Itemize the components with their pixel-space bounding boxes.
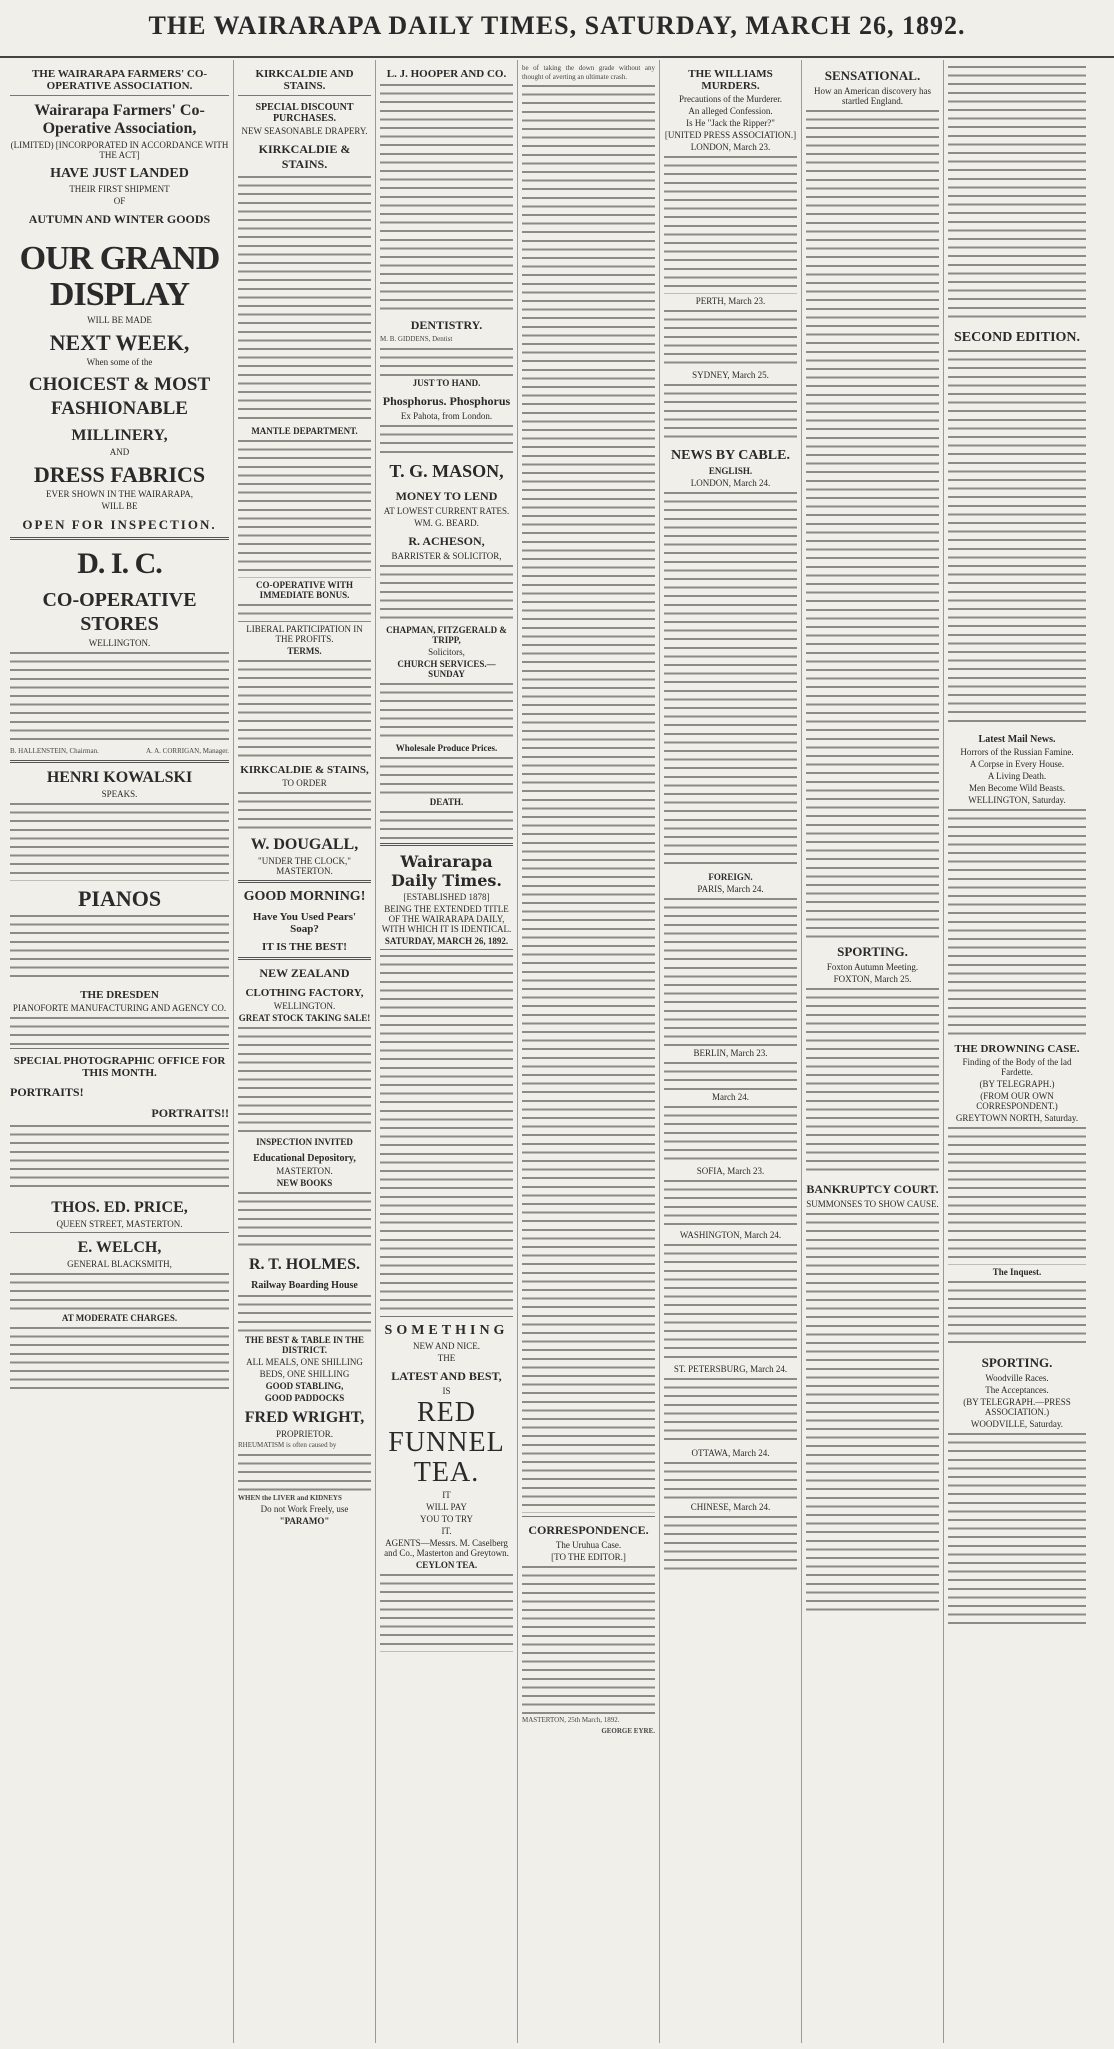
ceylon: CEYLON TEA. xyxy=(415,1559,478,1570)
sofia-body xyxy=(664,1178,797,1228)
will-be-2: WILL BE xyxy=(101,501,138,511)
bankruptcy-body xyxy=(806,1211,939,1611)
coop-table xyxy=(238,602,371,622)
books-body xyxy=(238,1190,371,1250)
editorial-body xyxy=(380,953,513,1313)
clothing-wellington: WELLINGTON. xyxy=(273,1001,336,1011)
great-stock: GREAT STOCK TAKING SALE! xyxy=(238,1013,371,1023)
dic-body xyxy=(10,650,229,745)
clothing-body xyxy=(238,1025,371,1135)
woodville: Woodville Races. xyxy=(985,1373,1049,1383)
rheum-body xyxy=(238,1452,371,1492)
inquest-body xyxy=(948,1279,1086,1349)
dougall-sub: "UNDER THE CLOCK," MASTERTON. xyxy=(258,856,351,876)
welch-heading: E. WELCH, xyxy=(77,1238,162,1256)
kowalski-heading: HENRI KOWALSKI xyxy=(46,768,193,786)
wellington-sat: WELLINGTON, Saturday. xyxy=(968,795,1066,805)
pianos-body xyxy=(10,913,229,983)
news-by-cable: NEWS BY CABLE. xyxy=(671,448,790,463)
wholesale-body xyxy=(380,755,513,795)
corres-signed: MASTERTON, 25th March, 1892. xyxy=(522,1716,620,1725)
second-edition: SECOND EDITION. xyxy=(953,330,1081,345)
price-heading: THOS. ED. PRICE, xyxy=(51,1198,188,1216)
washington: WASHINGTON, March 24. xyxy=(679,1230,782,1240)
death: DEATH. xyxy=(429,796,464,807)
best-table: THE BEST & TABLE IN THE DISTRICT. xyxy=(244,1335,365,1355)
railway: Railway Boarding House xyxy=(251,1280,358,1291)
sydney-body xyxy=(664,382,797,442)
new-nice: NEW AND NICE. xyxy=(412,1340,481,1351)
it-2: IT. xyxy=(441,1525,452,1536)
london-23: LONDON, March 23. xyxy=(690,142,771,152)
k-body xyxy=(238,174,371,424)
uruhua: The Uruhua Case. xyxy=(555,1540,622,1551)
to-order: TO ORDER xyxy=(282,778,327,788)
dresden-sub: PIANOFORTE MANUFACTURING AND AGENCY CO. xyxy=(12,1002,227,1013)
assoc-heading: THE WAIRARAPA FARMERS' CO-OPERATIVE ASSOCIATION. xyxy=(31,68,208,92)
assoc-name: Wairarapa Farmers' Co-Operative Association, xyxy=(34,102,205,137)
column-2 xyxy=(234,60,376,2043)
chapman: CHAPMAN, FITZGERALD & TRIPP, xyxy=(386,624,507,645)
special-photo: SPECIAL PHOTOGRAPHIC OFFICE FOR THIS MONTH. xyxy=(13,1054,226,1079)
williams: THE WILLIAMS MURDERS. xyxy=(688,68,773,92)
own-corr: (FROM OUR OWN CORRESPONDENT.) xyxy=(976,1091,1058,1111)
column-7 xyxy=(944,60,1090,2043)
just-landed: HAVE JUST LANDED xyxy=(50,166,189,181)
precautions: Precautions of the Murderer. xyxy=(679,94,782,104)
acceptances: The Acceptances. xyxy=(985,1385,1049,1395)
of-label: OF xyxy=(113,196,126,206)
latest-mail: Latest Mail News. xyxy=(978,734,1056,745)
will-pay: WILL PAY xyxy=(426,1501,467,1512)
col7-top-body xyxy=(948,64,1086,324)
dougall: W. DOUGALL, xyxy=(250,836,359,853)
portraits-1: PORTRAITS! xyxy=(10,1084,84,1099)
summonses: SUMMONSES TO SHOW CAUSE. xyxy=(806,1199,939,1209)
terms: TERMS. xyxy=(287,646,322,656)
money-lend: MONEY TO LEND xyxy=(395,488,498,503)
sofia: SOFIA, March 23. xyxy=(696,1166,765,1176)
portraits-2: PORTRAITS!! xyxy=(151,1105,229,1120)
sporting-7: SPORTING. xyxy=(981,1355,1053,1370)
kowalski-body xyxy=(10,801,229,881)
phosphorus: Phosphorus. Phosphorus xyxy=(382,393,511,408)
chinese-body xyxy=(664,1514,797,1574)
petersburg-body xyxy=(664,1376,797,1446)
will-be: WILL BE MADE xyxy=(87,315,152,325)
living-death: A Living Death. xyxy=(987,771,1047,781)
just-to-hand: JUST TO HAND. xyxy=(412,377,481,388)
open-inspection: OPEN FOR INSPECTION. xyxy=(22,517,217,532)
church: CHURCH SERVICES.—SUNDAY xyxy=(397,658,496,679)
phosphorus-sub: Ex Pahota, from London. xyxy=(400,410,493,421)
paddocks: GOOD PADDOCKS xyxy=(264,1393,345,1403)
wholesale: Wholesale Produce Prices. xyxy=(395,742,498,753)
giddens-body xyxy=(380,346,513,376)
phos-body xyxy=(380,423,513,453)
sensational-body xyxy=(806,108,939,938)
latest: LATEST AND BEST, xyxy=(391,1368,502,1383)
correspondence: CORRESPONDENCE. xyxy=(528,1523,649,1538)
lowest-rates: AT LOWEST CURRENT RATES. xyxy=(383,505,510,516)
coop-stores: CO-OPERATIVE STORES xyxy=(42,589,197,635)
washington-body xyxy=(664,1242,797,1362)
liberal: LIBERAL PARTICIPATION IN THE PROFITS. xyxy=(246,624,363,644)
rheum: RHEUMATISM is often caused by xyxy=(238,1441,337,1449)
hooper-body xyxy=(380,82,513,312)
dic-signers: B. HALLENSTEIN, Chairman. A. A. CORRIGAN, Manager. xyxy=(10,747,229,755)
inspection: INSPECTION INVITED xyxy=(256,1137,353,1147)
column-1 xyxy=(6,60,234,2043)
sporting-6: SPORTING. xyxy=(837,944,908,959)
kowalski-speaks: SPEAKS. xyxy=(101,788,138,799)
dic-wellington: WELLINGTON. xyxy=(88,638,151,648)
chinese: CHINESE, March 24. xyxy=(690,1502,771,1512)
do-not: Do not Work Freely, use xyxy=(260,1504,349,1515)
assoc-limited: (LIMITED) [INCORPORATED IN ACCORDANCE WITH THE ACT] xyxy=(10,140,229,160)
london-24: LONDON, March 24. xyxy=(690,478,771,488)
pianos-heading: PIANOS xyxy=(77,885,162,911)
best: IT IS THE BEST! xyxy=(262,941,347,953)
wright: FRED WRIGHT, xyxy=(244,1409,365,1426)
hooper: L. J. HOOPER AND CO. xyxy=(386,68,507,80)
acheson-body xyxy=(380,563,513,623)
paris: PARIS, March 24. xyxy=(697,884,764,894)
terms-body xyxy=(238,658,371,758)
dougall-body xyxy=(238,790,371,830)
nz-heading: NEW ZEALAND xyxy=(259,966,350,980)
paris-body xyxy=(664,896,797,1046)
good-morning: GOOD MORNING! xyxy=(243,889,366,904)
when-some: When some of the xyxy=(86,357,153,367)
perth-body xyxy=(664,308,797,368)
new-seasonable: NEW SEASONABLE DRAPERY. xyxy=(241,126,368,136)
railway-body xyxy=(238,1293,371,1333)
mantle-dept: MANTLE DEPARTMENT. xyxy=(251,426,358,436)
woodville-body xyxy=(948,1431,1086,1631)
is-label: IS xyxy=(442,1385,451,1396)
dresden-body xyxy=(10,1015,229,1045)
when-liver: WHEN the LIVER and KIDNEYS xyxy=(238,1493,342,1502)
you-try: YOU TO TRY xyxy=(419,1513,473,1524)
grand-display: OUR GRAND DISPLAY xyxy=(19,240,220,313)
welch-charges: AT MODERATE CHARGES. xyxy=(61,1312,178,1323)
giddens: M. B. GIDDENS, Dentist xyxy=(380,335,453,343)
english: ENGLISH. xyxy=(708,466,753,476)
coop-bonus: CO-OPERATIVE WITH IMMEDIATE BONUS. xyxy=(256,580,353,600)
inquest: The Inquest. xyxy=(992,1267,1042,1277)
col4-body xyxy=(522,83,655,1513)
ever-shown: EVER SHOWN IN THE WAIRARAPA, xyxy=(45,489,194,499)
column-4 xyxy=(518,60,660,2043)
foxton-body xyxy=(806,986,939,1176)
foreign: FOREIGN. xyxy=(708,872,753,882)
goods: AUTUMN AND WINTER GOODS xyxy=(28,212,211,226)
perth: PERTH, March 23. xyxy=(695,296,766,306)
paramo: "PARAMO" xyxy=(279,1516,330,1527)
corpse: A Corpse in Every House. xyxy=(969,759,1065,769)
date: SATURDAY, MARCH 26, 1892. xyxy=(384,935,509,946)
mantle-body xyxy=(238,438,371,578)
sydney: SYDNEY, March 25. xyxy=(692,370,769,380)
special-discount: SPECIAL DISCOUNT PURCHASES. xyxy=(255,102,354,124)
williams-body xyxy=(664,154,797,294)
berlin-body xyxy=(664,1060,797,1090)
drowning: THE DROWNING CASE. xyxy=(954,1043,1080,1055)
education: Educational Depository, xyxy=(253,1153,356,1164)
have-you: Have You Used Pears' Soap? xyxy=(252,911,357,935)
dentistry: DENTISTRY. xyxy=(410,318,483,332)
meals: ALL MEALS, ONE SHILLING xyxy=(246,1357,363,1367)
alleged: An alleged Confession. xyxy=(688,106,773,116)
berlin: BERLIN, March 23. xyxy=(693,1048,768,1058)
foxton: Foxton Autumn Meeting. xyxy=(826,962,919,972)
corres-signer: GEORGE EYRE. xyxy=(601,1726,655,1735)
next-week: NEXT WEEK, xyxy=(49,330,190,355)
by-press: (BY TELEGRAPH.—PRESS ASSOCIATION.) xyxy=(963,1397,1071,1417)
drowning-body xyxy=(948,1125,1086,1265)
church-body xyxy=(380,681,513,741)
bankruptcy: BANKRUPTCY COURT. xyxy=(806,1182,939,1196)
column-3 xyxy=(376,60,518,2043)
columns xyxy=(6,60,1108,2043)
acheson: R. ACHESON, xyxy=(408,533,485,548)
to-editor: [TO THE EDITOR.] xyxy=(551,1552,626,1563)
ottawa: OTTAWA, March 24. xyxy=(691,1448,770,1458)
welch-body xyxy=(10,1271,229,1311)
k-stains-2: KIRKCALDIE & STAINS, xyxy=(240,764,369,776)
holmes: R. T. HOLMES. xyxy=(249,1256,360,1273)
k-stains: KIRKCALDIE & STAINS. xyxy=(258,142,351,171)
english-body xyxy=(664,490,797,870)
second-edition-body xyxy=(948,348,1086,728)
march24-body xyxy=(664,1104,797,1164)
ottawa-body xyxy=(664,1460,797,1500)
march-24: March 24. xyxy=(712,1092,749,1102)
and-label: AND xyxy=(109,447,130,457)
barrister: BARRISTER & SOLICITOR, xyxy=(391,550,502,561)
col4-lead: be of taking the down grade without any thought of averting an ultimate crash. xyxy=(522,64,655,81)
how-american: How an American discovery has startled England. xyxy=(814,86,931,106)
something: SOMETHING xyxy=(384,1322,509,1338)
newbooks: NEW BOOKS xyxy=(276,1178,333,1188)
men-beasts: Men Become Wild Beasts. xyxy=(969,783,1065,793)
established: [ESTABLISHED 1878] xyxy=(403,891,490,902)
by-telegraph: (BY TELEGRAPH.) xyxy=(979,1079,1055,1089)
clothing: CLOTHING FACTORY, xyxy=(245,987,364,999)
newspaper-title: THE WAIRARAPA DAILY TIMES, SATURDAY, MARCH 26, 1892. xyxy=(148,11,966,40)
greytown: GREYTOWN NORTH, Saturday. xyxy=(955,1113,1079,1123)
dresden-heading: THE DRESDEN xyxy=(80,988,159,1001)
welch-sub: GENERAL BLACKSMITH, xyxy=(67,1258,172,1269)
solicitors: Solicitors, xyxy=(428,646,465,657)
column-5 xyxy=(660,60,802,2043)
ceylon-body xyxy=(380,1572,513,1652)
millinery: MILLINERY, xyxy=(71,427,168,444)
masthead xyxy=(0,6,1114,58)
dress-fabrics: DRESS FABRICS xyxy=(33,462,206,487)
stabling: GOOD STABLING, xyxy=(265,1381,344,1391)
woodville-sat: WOODVILLE, Saturday. xyxy=(970,1419,1064,1429)
daily-times: Wairarapa Daily Times. xyxy=(391,851,502,890)
horrors: Horrors of the Russian Famine. xyxy=(960,747,1074,757)
beard: WM. G. BEARD. xyxy=(414,517,479,528)
k-heading: KIRKCALDIE AND STAINS. xyxy=(255,68,354,92)
dic-heading: D. I. C. xyxy=(77,547,162,580)
famine-body xyxy=(948,807,1086,1037)
column-6 xyxy=(802,60,944,2043)
beds: BEDS, ONE SHILLING xyxy=(259,1369,350,1379)
red-funnel: RED FUNNEL xyxy=(388,1396,505,1458)
tea: TEA. xyxy=(413,1456,480,1488)
death-body xyxy=(380,809,513,839)
copyright: [UNITED PRESS ASSOCIATION.] xyxy=(664,130,797,140)
finding: Finding of the Body of the lad Fardette. xyxy=(962,1057,1072,1077)
portraits-body xyxy=(10,1123,229,1193)
price-sub: QUEEN STREET, MASTERTON. xyxy=(56,1218,183,1229)
the-label: THE xyxy=(437,1352,456,1363)
foxton-date: FOXTON, March 25. xyxy=(833,974,912,984)
corres-body xyxy=(522,1564,655,1714)
agents: AGENTS—Messrs. M. Caselberg and Co., Masterton and Greytown. xyxy=(384,1537,509,1558)
mason: T. G. MASON, xyxy=(389,460,504,481)
is-he: Is He "Jack the Ripper?" xyxy=(686,118,775,128)
shipment: THEIR FIRST SHIPMENT xyxy=(69,184,170,194)
being: BEING THE EXTENDED TITLE OF THE WAIRARAPA DAILY, WITH WHICH IT IS IDENTICAL. xyxy=(381,903,512,934)
choicest: CHOICEST & MOST FASHIONABLE xyxy=(28,374,211,419)
sensational: SENSATIONAL. xyxy=(824,68,921,83)
it-label: IT xyxy=(442,1489,451,1500)
edu-masterton: MASTERTON. xyxy=(276,1166,333,1176)
wright-sub: PROPRIETOR. xyxy=(275,1429,334,1439)
welch-body-2 xyxy=(10,1325,229,1395)
petersburg: ST. PETERSBURG, March 24. xyxy=(673,1364,788,1374)
